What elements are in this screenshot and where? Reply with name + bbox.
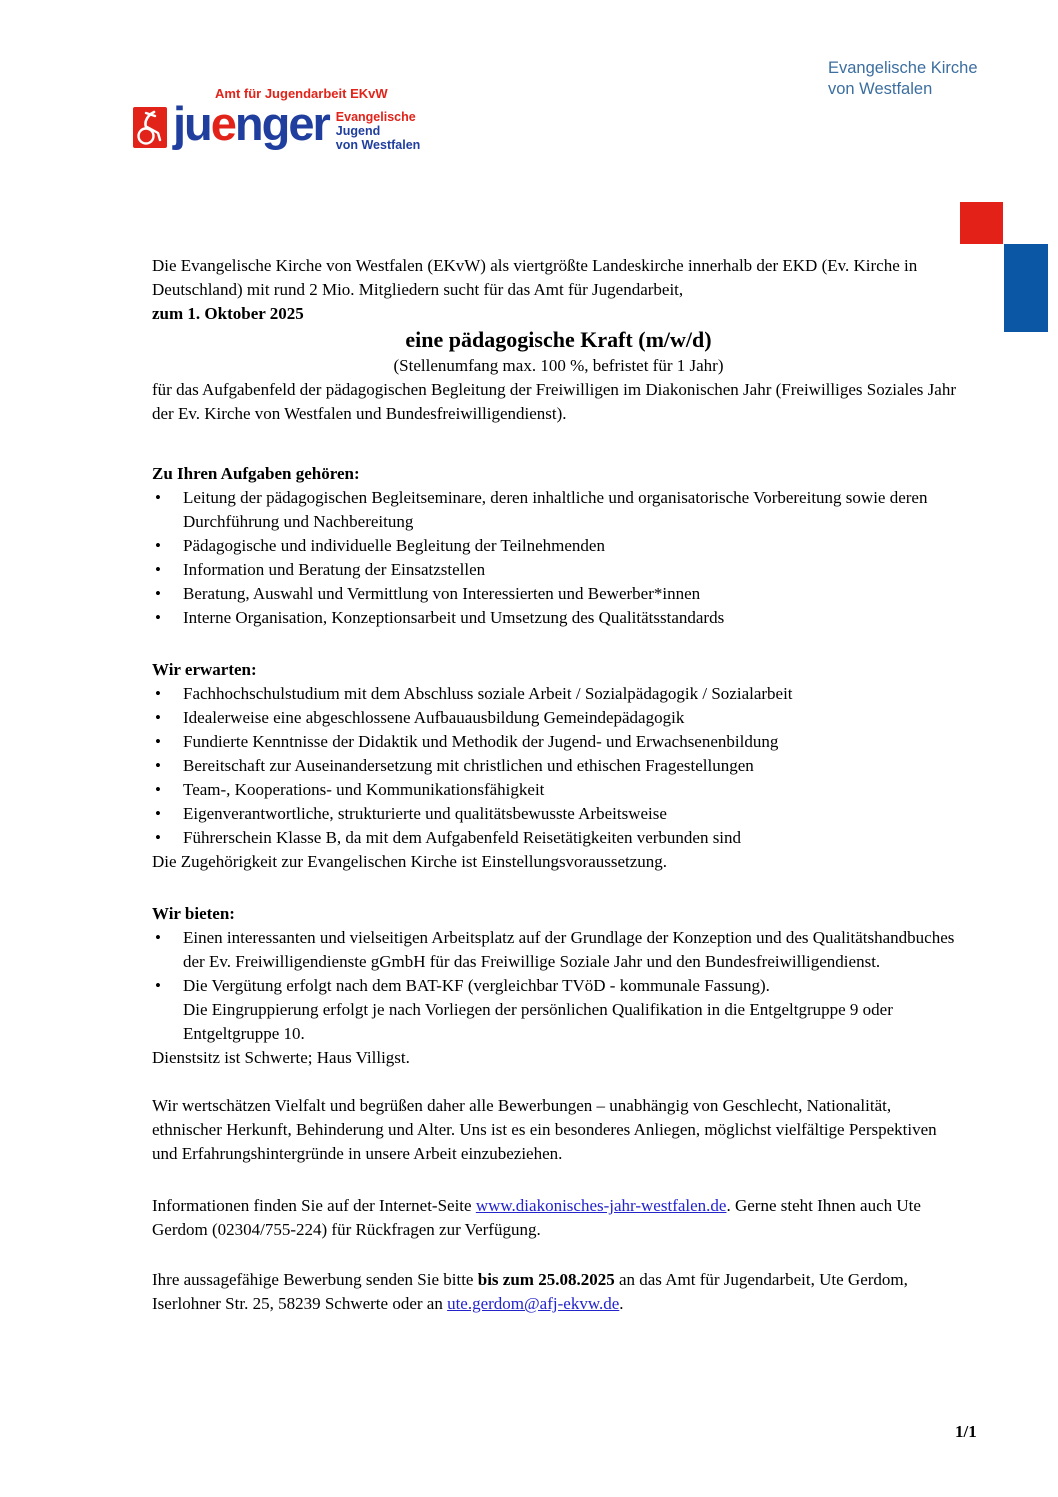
list-item — [152, 486, 965, 534]
list-item — [152, 826, 965, 850]
application-text-before: Ihre aussagefähige Bewerbung senden Sie bitte — [152, 1270, 478, 1289]
location-note: Dienstsitz ist Schwerte; Haus Villigst. — [152, 1048, 410, 1067]
bullet-marker — [155, 558, 161, 582]
logo-tagline: Amt für Jugendarbeit EKvW — [215, 86, 388, 101]
info-text-after: . Gerne steht Ihnen auch Ute Gerdom (02304/755-224) für Rückfragen zur Verfügung. — [152, 1196, 921, 1239]
bullet-marker — [155, 534, 161, 558]
bullet-marker — [155, 778, 161, 802]
bullet-marker — [155, 754, 161, 778]
email-link[interactable]: ute.gerdom@afj-ekvw.de — [447, 1294, 620, 1313]
task-item-text: Leitung der pädagogischen Begleitseminare, deren inhaltliche und organisatorische Vorbereitung sowie deren Durchführung und Nachbereitung — [183, 488, 928, 531]
task-item-text: Interne Organisation, Konzeptionsarbeit und Umsetzung des Qualitätsstandards — [183, 608, 725, 627]
corner-blue-square — [1004, 244, 1048, 332]
bullet-marker — [155, 802, 161, 826]
list-item — [152, 558, 965, 582]
bullet-marker — [155, 606, 161, 630]
expectation-item-text: Fundierte Kenntnisse der Didaktik und Methodik der Jugend- und Erwachsenenbildung — [183, 732, 779, 751]
list-item — [152, 534, 965, 558]
info-text-before: Informationen finden Sie auf der Internet-Seite — [152, 1196, 476, 1215]
offer-list — [152, 926, 965, 1046]
list-item — [152, 778, 965, 802]
tasks-heading: Zu Ihren Aufgaben gehören: — [152, 464, 360, 483]
juenger-figure-icon — [133, 107, 167, 148]
task-item-text: Pädagogische und individuelle Begleitung der Teilnehmenden — [183, 536, 605, 555]
tasks-section — [152, 462, 965, 630]
offer-section — [152, 902, 965, 1046]
expectations-section — [152, 658, 965, 850]
list-item — [152, 682, 965, 706]
field-paragraph: für das Aufgabenfeld der pädagogischen Begleitung der Freiwilligen im Diakonischen Jahr (Freiwilliges Soziales Jahr der Ev. Kirche von Westfalen und Bundesfreiwilligendienst). — [152, 380, 956, 423]
membership-note: Die Zugehörigkeit zur Evangelischen Kirche ist Einstellungsvoraussetzung. — [152, 852, 668, 871]
org-name-line1: Evangelische Kirche — [828, 59, 978, 77]
expectation-item-text: Führerschein Klasse B, da mit dem Aufgabenfeld Reisetätigkeiten verbunden sind — [183, 828, 742, 847]
expectation-item-text: Eigenverantwortliche, strukturierte und qualitätsbewusste Arbeitsweise — [183, 804, 667, 823]
expectations-heading: Wir erwarten: — [152, 660, 257, 679]
logo-subtitle-line2: Jugend — [335, 124, 381, 138]
logo-subtitle-line3: von Westfalen — [335, 138, 421, 152]
bullet-marker — [155, 826, 161, 850]
application-deadline: bis zum 25.08.2025 — [477, 1270, 615, 1289]
bullet-marker — [155, 682, 161, 706]
list-item — [152, 706, 965, 730]
intro-start-date: zum 1. Oktober 2025 — [152, 304, 304, 323]
application-paragraph — [152, 1268, 965, 1316]
list-item — [152, 802, 965, 826]
expectation-item-text: Bereitschaft zur Auseinandersetzung mit christlichen und ethischen Fragestellungen — [183, 756, 754, 775]
bullet-marker — [155, 974, 161, 998]
job-subtitle: (Stellenumfang max. 100 %, befristet für 1 Jahr) — [393, 356, 724, 375]
list-item — [152, 926, 965, 974]
website-link[interactable]: www.diakonisches-jahr-westfalen.de — [475, 1196, 727, 1215]
bullet-marker — [155, 706, 161, 730]
expectation-item-text: Team-, Kooperations- und Kommunikationsfähigkeit — [183, 780, 545, 799]
page-number: 1/1 — [955, 1422, 977, 1441]
wordmark-ju: ju — [173, 97, 211, 150]
bullet-marker — [155, 486, 161, 510]
logo-subtitle — [336, 110, 421, 152]
org-name-line2: von Westfalen — [828, 80, 933, 98]
intro-text: Die Evangelische Kirche von Westfalen (EKvW) als viertgrößte Landeskirche innerhalb der EKD (Ev. Kirche in Deutschland) mit rund 2 Mio. Mitgliedern sucht für das Amt für Jugendarbeit, — [152, 256, 918, 299]
expectation-item-text: Idealerweise eine abgeschlossene Aufbauausbildung Gemeindepädagogik — [183, 708, 685, 727]
bullet-marker — [155, 582, 161, 606]
list-item — [152, 730, 965, 754]
org-name — [828, 58, 978, 100]
task-item-text: Beratung, Auswahl und Vermittlung von Interessierten und Bewerber*innen — [183, 584, 701, 603]
wordmark-e: e — [210, 97, 235, 150]
logo-subtitle-line1: Evangelische — [335, 110, 416, 124]
corner-red-square — [960, 202, 1003, 244]
tasks-list — [152, 486, 965, 630]
list-item — [152, 582, 965, 606]
list-item — [152, 754, 965, 778]
offer-heading: Wir bieten: — [152, 904, 235, 923]
expectation-item-text: Fachhochschulstudium mit dem Abschluss soziale Arbeit / Sozialpädagogik / Sozialarbeit — [183, 684, 793, 703]
offer-item-text: Einen interessanten und vielseitigen Arbeitsplatz auf der Grundlage der Konzeption und des Qualitätshandbuches der Ev. Freiwilligendienste gGmbH für das Freiwillige Soziale Jahr und den Bundesfreiwilligendienst. — [183, 928, 955, 971]
document-body — [152, 254, 965, 1316]
list-item — [152, 974, 965, 1046]
diversity-paragraph: Wir wertschätzen Vielfalt und begrüßen daher alle Bewerbungen – unabhängig von Geschlecht, Nationalität, ethnischer Herkunft, Behinderung und Alter. Uns ist es ein besonderes Anliegen, möglichst vielfältige Perspektiven und Erfahrungshintergründe in unsere Arbeit einzubeziehen. — [152, 1096, 937, 1163]
expectations-list — [152, 682, 965, 850]
offer-item-text: Die Vergütung erfolgt nach dem BAT-KF (vergleichbar TVöD - kommunale Fassung). — [183, 976, 770, 995]
job-title: eine pädagogische Kraft (m/w/d) — [405, 327, 712, 352]
wordmark-nger: nger — [234, 97, 329, 150]
bullet-marker — [155, 926, 161, 950]
intro-paragraph — [152, 254, 965, 326]
offer-item-text: Die Eingruppierung erfolgt je nach Vorliegen der persönlichen Qualifikation in die Entgeltgruppe 9 oder Entgeltgruppe 10. — [183, 1000, 893, 1043]
application-text-middle: an das Amt für Jugendarbeit, Ute Gerdom, Iserlohner Str. 25, 58239 Schwerte oder an — [152, 1270, 908, 1313]
task-item-text: Information und Beratung der Einsatzstellen — [183, 560, 486, 579]
logo-wordmark — [173, 97, 329, 150]
info-paragraph — [152, 1194, 965, 1242]
bullet-marker — [155, 730, 161, 754]
application-text-after: . — [619, 1294, 624, 1313]
list-item — [152, 606, 965, 630]
